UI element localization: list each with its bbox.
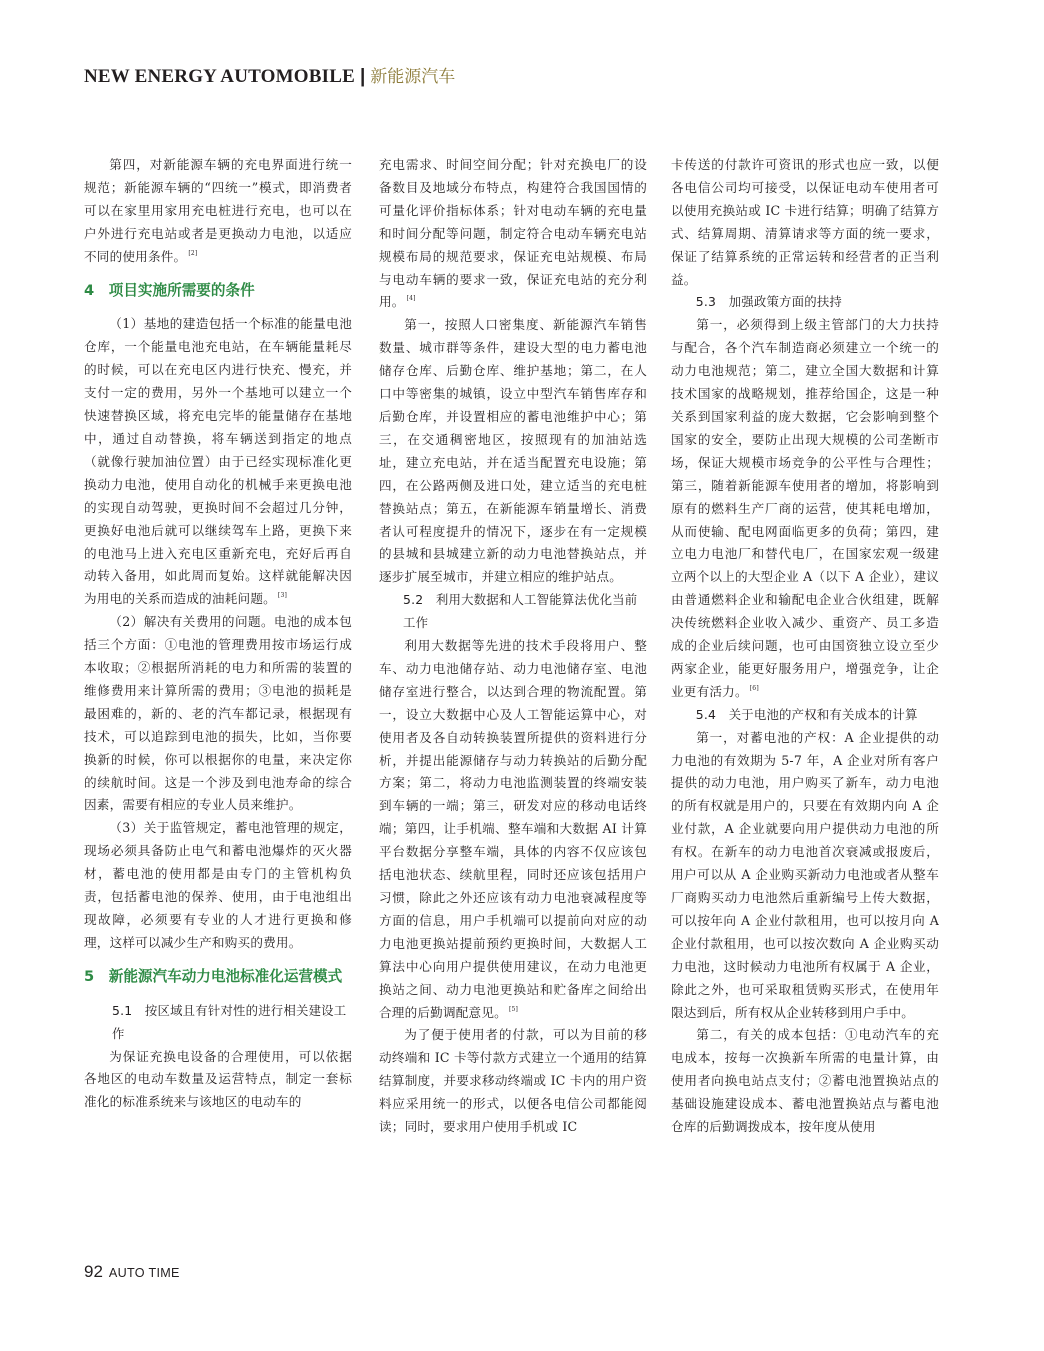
column-1 (84, 154, 352, 1114)
paragraph: 卡传送的付款许可资讯的形式也应一致，以便各电信公司均可接受，以保证电动车使用者可以使用充换站或 IC 卡进行结算；明确了结算方式、结算周期、清算请求等方面的统一要求，保证了结算系统的正常运转和经营者的正当利益。 (671, 157, 939, 287)
section-heading-4: 4 项目实施所需要的条件 (84, 281, 255, 299)
paragraph: （2）解决有关费用的问题。电池的成本包括三个方面：①电池的管理费用按市场运行成本收取；②根据所消耗的电力和所需的装置的维修费用来计算所需的费用；③电池的损耗是最困难的，新的、老的汽车都记录，根据现有技术，可以追踪到电池的损失，比如，当你要换新的时候，你可以根据你的电量，来决定你的续航时间。这是一个涉及到电池寿命的综合因素，需要有相应的专业人员来维护。 (84, 614, 352, 813)
header-separator: | (359, 66, 366, 87)
subsection-heading-5-1: 5.1 按区域且有针对性的进行相关建设工作 (112, 1002, 347, 1041)
citation: [5] (508, 1005, 519, 1013)
paragraph: 第一，按照人口密集度、新能源汽车销售数量、城市群等条件，建设大型的电力蓄电池储存仓库、后勤仓库、维护基地；第二，在人口中等密集的城镇，设立中型汽车销售库存和后勤仓库，并设置相应的蓄电池维护中心；第三，在交通稠密地区，按照现有的加油站选址，建立充电站，并在适当配置充电设施；第四，在公路两侧及进口处，建立适当的充电桩替换站点；第五，在新能源车销量增长、消费者认可程度提升的情况下，逐步在有一定规模的县城和县城建立新的动力电池替换站点，并逐步扩展至城市，并建立相应的维护站点。 (379, 317, 647, 585)
citation: [2] (188, 249, 198, 257)
paragraph: 为了便于使用者的付款，可以为目前的移动终端和 IC 卡等付款方式建立一个通用的结算结算制度，并要求移动终端或 IC 卡内的用户资料应采用统一的形式，以便各电信公司都能阅读；同时，要求用户使用手机或 IC (379, 1027, 647, 1135)
paragraph: 第一，必须得到上级主管部门的大力扶持与配合，各个汽车制造商必须建立一个统一的动力电池规范；第二，建立全国大数据和计算技术国家的战略规划，推荐给国企，这是一种关系到国家利益的庞大数据，它会影响到整个国家的安全，要防止出现大规模的公司垄断市场，保证大规模市场竞争的公平性与合理性；第三，随着新能源车使用者的增加，将影响到原有的燃料生产厂商的运营，使其耗电增加，从而使输、配电网面临更多的负荷；第四，建立电力电池厂和替代电厂，在国家宏观一级建立两个以上的大型企业 A（以下 A 企业），建议由普通燃料企业和输配电企业合伙组建，既解决传统燃料企业收入减少、重资产、员工多造成的企业后续问题，也可由国资独立设立至少两家企业，能更好服务用户，增强竞争，让企业更有活力。 [6] (671, 317, 939, 699)
citation: [3] (277, 592, 288, 600)
paragraph: 第二，有关的成本包括：①电动汽车的充电成本，按每一次换新车所需的电量计算，由使用者向换电站点支付；②蓄电池置换站点的基础设施建设成本、蓄电池置换站点与蓄电池仓库的后勤调拨成本，按年度从使用 (671, 1027, 939, 1135)
column-2 (379, 154, 647, 1139)
paragraph: 充电需求、时间空间分配；针对充换电厂的设备数目及地域分布特点，构建符合我国国情的可量化评价指标体系；针对电动车辆的充电量和时间分配等问题，制定符合电动车辆充电站规模布局的规范要求，保证充电站规模、布局与电动车辆的要求一致，保证充电站的充分利用。 [4] (379, 157, 647, 310)
page-number: 92 (84, 1262, 103, 1281)
page-footer (84, 1262, 180, 1282)
paragraph: 为保证充换电设备的合理使用，可以依据各地区的电动车数量及运营特点，制定一套标准化的标准系统来与该地区的电动车的 (84, 1048, 352, 1110)
journal-title-en: NEW ENERGY AUTOMOBILE (84, 66, 355, 87)
paragraph: 第一，对蓄电池的产权：A 企业提供的动力电池的有效期为 5-7 年，A 企业对所有客户提供的动力电池，用户购买了新车，动力电池的所有权就是用户的，只要在有效期内向 A 企业付款，A 企业就要向用户提供动力电池的所有权。在新车的动力电池首次衰减或报废后，用户可以从 A 企业购买新动力电池或者从整车厂商购买动力电池然后重新编号上传大数据，可以按年向 A 企业付款租用，也可以按月向 A 企业付款租用，也可以按次数向 A 企业购买动力电池，这时候动力电池所有权属于 A 企业，除此之外，也可采取租赁购买形式，在使用年限达到后，所有权从企业转移到用户手中。 (671, 729, 939, 1020)
magazine-name: AUTO TIME (108, 1266, 180, 1280)
subsection-heading-5-3: 5.3 加强政策方面的扶持 (695, 294, 843, 310)
paragraph: 第四，对新能源车辆的充电界面进行统一规范；新能源车辆的“四统一”模式，即消费者可以在家里用家用充电桩进行充电，也可以在户外进行充电站或者是更换动力电池，以适应不同的使用条件。 [2] (84, 157, 352, 264)
citation: [6] (749, 684, 759, 692)
citation: [4] (406, 295, 416, 303)
paragraph: （3）关于监管规定，蓄电池管理的规定，现场必须具备防止电气和蓄电池爆炸的灭火器材，蓄电池的使用都是由专门的主管机构负责，包括蓄电池的保养、使用，由于电池组出现故障，必须要有专业的人才进行更换和修理，这样可以减少生产和购买的费用。 (84, 820, 352, 950)
running-header (84, 64, 455, 89)
subsection-heading-5-4: 5.4 关于电池的产权和有关成本的计算 (695, 706, 918, 722)
subsection-heading-5-2: 5.2 利用大数据和人工智能算法优化当前工作 (403, 592, 638, 631)
journal-title-cn: 新能源汽车 (370, 67, 456, 87)
paragraph: （1）基地的建造包括一个标准的能量电池仓库，一个能量电池充电站，在车辆能量耗尽的时候，可以在充电区内进行快充、慢充，并支付一定的费用，另外一个基地可以建立一个快速替换区域，将充电完毕的能量储存在基地中，通过自动替换，将车辆送到指定的地点（就像行驶加油位置）由于已经实现标准化更换动力电池，使用自动化的机械手来更换电池的实现自动驾驶，更换时间不会超过几分钟，更换好电池后就可以继续驾车上路，更换下来的电池马上进入充电区重新充电，充好后再自动转入备用，如此周而复始。这样就能解决因为用电的关系而造成的油耗问题。 [3] (84, 316, 352, 607)
paragraph: 利用大数据等先进的技术手段将用户、整车、动力电池储存站、动力电池储存室、电池储存室进行整合，以达到合理的物流配置。第一，设立大数据中心及人工智能运算中心，对使用者及各自动转换装置所提供的资料进行分析，并提出能源储存与动力转换站的后勤分配方案；第二，将动力电池监测装置的终端安装到车辆的一端；第三，研发对应的移动电话终端；第四，让手机端、整车端和大数据 AI 计算平台数据分享整车端，具体的内容不仅应该包括电池状态、续航里程，同时还应该包括用户习惯，除此之外还应该有动力电池衰减程度等方面的信息，用户手机端可以提前向对应的动力电池更换站提前预约更换时间，大数据人工算法中心向用户提供使用建议，在动力电池更换站之间、动力电池更换站和贮备库之间给出合理的后勤调配意见。 [5] (379, 638, 647, 1020)
column-3 (671, 154, 939, 1139)
section-heading-5: 5 新能源汽车动力电池标准化运营模式 (84, 967, 343, 985)
